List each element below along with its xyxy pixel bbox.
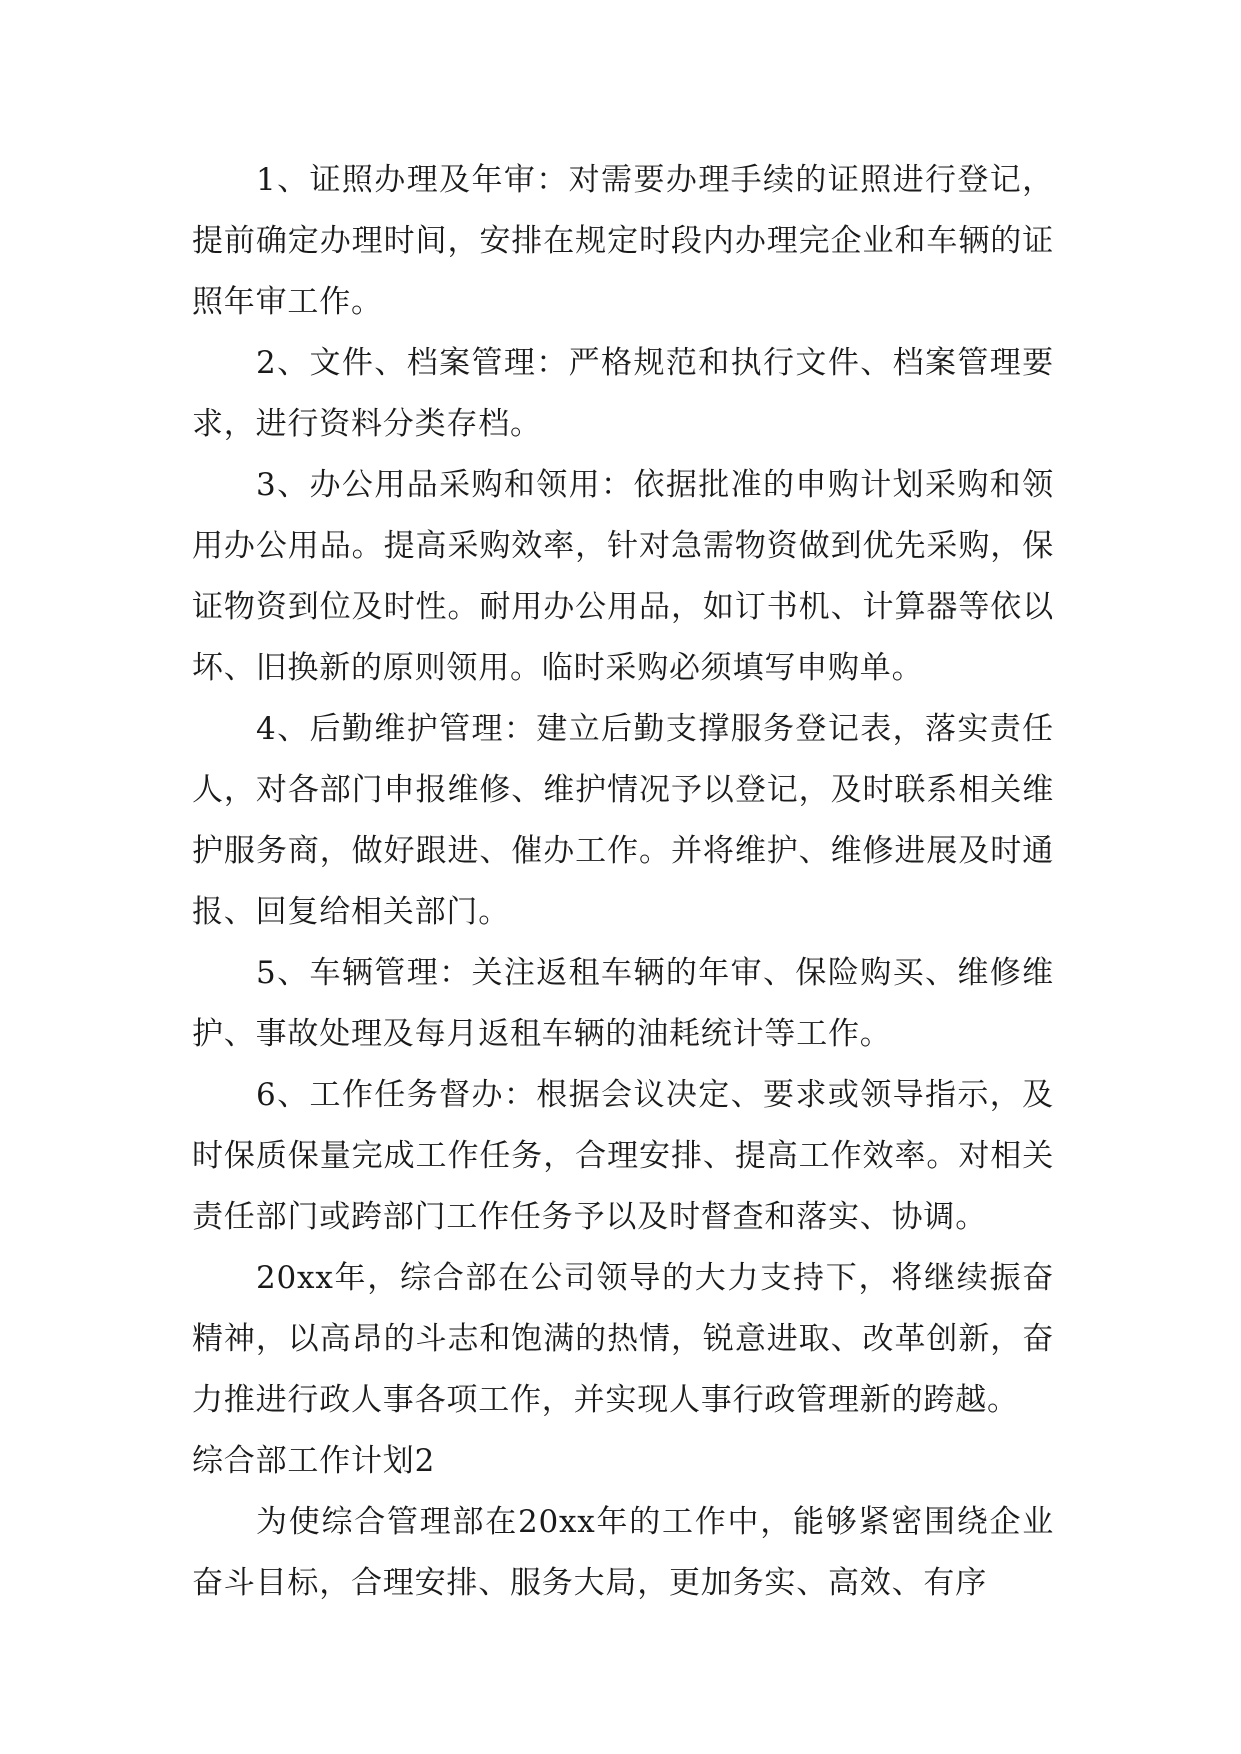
section-heading: 综合部工作计划2 — [192, 1443, 436, 1479]
paragraph-vehicle-management: 5、车辆管理：关注返租车辆的年审、保险购买、维修维护、事故处理及每月返租车辆的油耗统计等工作。 — [192, 955, 1054, 1052]
paragraph-logistics-maintenance: 4、后勤维护管理：建立后勤支撑服务登记表，落实责任人，对各部门申报维修、维护情况予以登记，及时联系相关维护服务商，做好跟进、催办工作。并将维护、维修进展及时通报、回复给相关部门。 — [192, 711, 1054, 930]
paragraph-intro: 为使综合管理部在20xx年的工作中，能够紧密围绕企业奋斗目标，合理安排、服务大局，更加务实、高效、有序 — [192, 1504, 1054, 1601]
paragraph-summary: 20xx年，综合部在公司领导的大力支持下，将继续振奋精神，以高昂的斗志和饱满的热情，锐意进取、改革创新，奋力推进行政人事各项工作，并实现人事行政管理新的跨越。 — [192, 1260, 1054, 1418]
paragraph-office-supplies: 3、办公用品采购和领用：依据批准的申购计划采购和领用办公用品。提高采购效率，针对急需物资做到优先采购，保证物资到位及时性。耐用办公用品，如订书机、计算器等依以坏、旧换新的原则领用。临时采购必须填写申购单。 — [192, 467, 1054, 686]
paragraph-license-handling: 1、证照办理及年审：对需要办理手续的证照进行登记，提前确定办理时间，安排在规定时段内办理完企业和车辆的证照年审工作。 — [192, 162, 1054, 320]
document-page — [192, 150, 1054, 1614]
paragraph-file-archive: 2、文件、档案管理：严格规范和执行文件、档案管理要求，进行资料分类存档。 — [192, 345, 1054, 442]
paragraph-task-supervision: 6、工作任务督办：根据会议决定、要求或领导指示，及时保质保量完成工作任务，合理安排、提高工作效率。对相关责任部门或跨部门工作任务予以及时督查和落实、协调。 — [192, 1077, 1054, 1235]
